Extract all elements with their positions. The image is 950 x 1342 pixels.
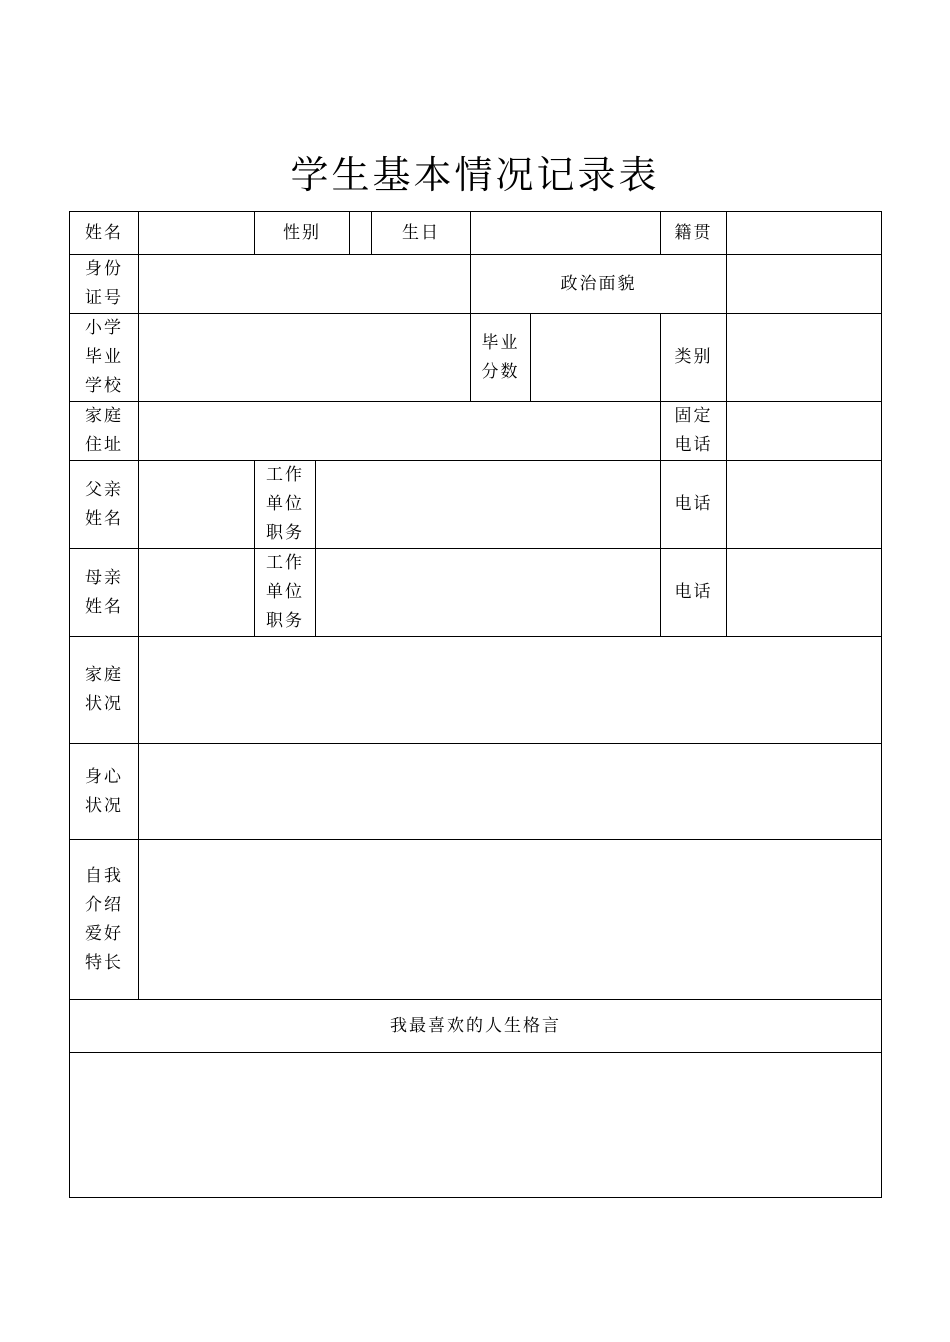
mother-work-label: 工作 单位 职务	[255, 549, 316, 637]
father-phone-value-cell[interactable]	[727, 461, 882, 549]
category-label: 类别	[661, 314, 727, 402]
row-self-intro	[70, 840, 882, 1000]
motto-label: 我最喜欢的人生格言	[70, 1000, 882, 1053]
mother-name-value-cell[interactable]	[139, 549, 255, 637]
family-situation-value-cell[interactable]	[139, 637, 882, 744]
birthday-value-cell[interactable]	[471, 212, 661, 255]
mother-phone-label: 电话	[661, 549, 727, 637]
health-situation-label: 身心 状况	[70, 744, 139, 840]
graduation-score-label: 毕业 分数	[471, 314, 531, 402]
home-address-label: 家庭 住址	[70, 402, 139, 461]
row-address	[70, 402, 882, 461]
gender-value-cell[interactable]	[350, 212, 372, 255]
motto-value-cell[interactable]	[70, 1053, 882, 1198]
mother-phone-value-cell[interactable]	[727, 549, 882, 637]
row-mother	[70, 549, 882, 637]
row-motto-content	[70, 1053, 882, 1198]
family-situation-label: 家庭 状况	[70, 637, 139, 744]
row-motto-header	[70, 1000, 882, 1053]
father-work-label: 工作 单位 职务	[255, 461, 316, 549]
graduation-score-value-cell[interactable]	[531, 314, 661, 402]
id-number-value-cell[interactable]	[139, 255, 471, 314]
mother-name-label: 母亲 姓名	[70, 549, 139, 637]
landline-value-cell[interactable]	[727, 402, 882, 461]
name-label: 姓名	[70, 212, 139, 255]
student-record-table	[69, 211, 882, 1198]
id-number-label: 身份 证号	[70, 255, 139, 314]
name-value-cell[interactable]	[139, 212, 255, 255]
birthday-label: 生日	[372, 212, 471, 255]
father-phone-label: 电话	[661, 461, 727, 549]
landline-label: 固定 电话	[661, 402, 727, 461]
primary-school-value-cell[interactable]	[139, 314, 471, 402]
row-father	[70, 461, 882, 549]
native-place-value-cell[interactable]	[727, 212, 882, 255]
home-address-value-cell[interactable]	[139, 402, 661, 461]
father-name-label: 父亲 姓名	[70, 461, 139, 549]
mother-work-value-cell[interactable]	[316, 549, 661, 637]
row-school	[70, 314, 882, 402]
self-intro-value-cell[interactable]	[139, 840, 882, 1000]
health-situation-value-cell[interactable]	[139, 744, 882, 840]
political-status-label: 政治面貌	[471, 255, 727, 314]
father-work-value-cell[interactable]	[316, 461, 661, 549]
page-title: 学生基本情况记录表	[290, 153, 660, 197]
row-family-situation	[70, 637, 882, 744]
primary-school-label: 小学 毕业 学校	[70, 314, 139, 402]
political-status-value-cell[interactable]	[727, 255, 882, 314]
category-value-cell[interactable]	[727, 314, 882, 402]
row-id	[70, 255, 882, 314]
native-place-label: 籍贯	[661, 212, 727, 255]
self-intro-label: 自我 介绍 爱好 特长	[70, 840, 139, 1000]
row-basic-info	[70, 212, 882, 255]
row-health-situation	[70, 744, 882, 840]
father-name-value-cell[interactable]	[139, 461, 255, 549]
gender-label: 性别	[255, 212, 350, 255]
